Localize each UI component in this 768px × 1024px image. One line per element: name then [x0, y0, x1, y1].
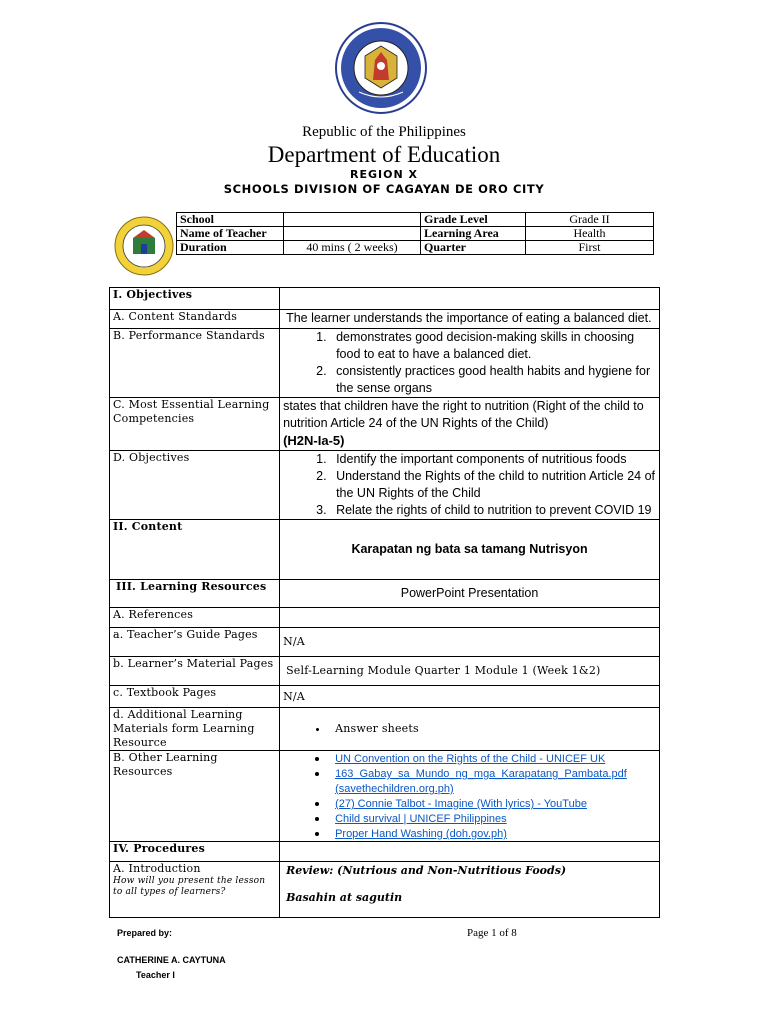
resource-link-doh[interactable]: Proper Hand Washing (doh.gov.ph) — [335, 828, 507, 840]
melc-code: (H2N-Ia-5) — [283, 433, 345, 448]
procedures-heading: IV. Procedures — [110, 842, 280, 862]
resource-link-unicef-ph[interactable]: Child survival | UNICEF Philippines — [335, 813, 507, 825]
republic-line: Republic of the Philippines — [302, 124, 466, 140]
preparer-name: CATHERINE A. CAYTUNA — [117, 955, 226, 965]
page-number: Page 1 of 8 — [467, 927, 517, 939]
department-title: Department of Education — [267, 142, 501, 167]
textbook-label: c. Textbook Pages — [110, 686, 280, 708]
learners-material-value: Self-Learning Module Quarter 1 Module 1 (Week 1&2) — [280, 657, 660, 686]
other-resources-list — [283, 751, 656, 841]
teachers-guide-value: N/A — [280, 628, 660, 657]
division-seal-logo — [114, 216, 174, 276]
school-info-table — [176, 212, 654, 255]
additional-item: • Answer sheets — [329, 722, 656, 736]
content-heading: II. Content — [110, 520, 280, 580]
teachers-guide-label: a. Teacher’s Guide Pages — [110, 628, 280, 657]
melc-label: C. Most Essential Learning Competencies — [110, 398, 280, 451]
resource-link-youtube[interactable]: (27) Connie Talbot - Imagine (With lyrics) - YouTube — [335, 798, 587, 810]
division-line: SCHOOLS DIVISION OF CAGAYAN DE ORO CITY — [223, 182, 545, 196]
objectives-list — [283, 451, 656, 519]
references-label: A. References — [110, 608, 280, 628]
objective-item: 3. Relate the rights of child to nutrition to prevent COVID 19 — [330, 502, 656, 519]
content-standards-text: The learner understands the importance of eating a balanced diet. — [280, 310, 660, 329]
objectives-heading: I. Objectives — [110, 288, 280, 310]
teacher-label: Name of Teacher — [177, 227, 284, 241]
duration-label: Duration — [177, 241, 284, 255]
school-value — [284, 213, 421, 227]
other-resources-label: B. Other Learning Resources — [110, 751, 280, 842]
melc-text: states that children have the right to nutrition (Right of the child to nutrition Article 24 of the UN Rights of the Child) — [283, 399, 644, 430]
region-line: REGION X — [350, 168, 418, 181]
additional-materials-label: d. Additional Learning Materials form Learning Resource — [110, 708, 280, 751]
learners-material-label: b. Learner’s Material Pages — [110, 657, 280, 686]
introduction-question: How will you present the lesson to all types of learners? — [113, 876, 266, 897]
d-objectives-label: D. Objectives — [110, 451, 280, 520]
textbook-value: N/A — [280, 686, 660, 708]
quarter-value: First — [526, 241, 654, 255]
performance-standards-label: B. Performance Standards — [110, 329, 280, 398]
content-title: Karapatan ng bata sa tamang Nutrisyon — [280, 520, 660, 580]
preparer-position: Teacher I — [136, 970, 175, 980]
content-standards-label: A. Content Standards — [110, 310, 280, 329]
performance-item: 2. consistently practices good health habits and hygiene for the sense organs — [330, 363, 656, 397]
introduction-label: A. Introduction — [113, 862, 201, 875]
duration-value: 40 mins ( 2 weeks) — [284, 241, 421, 255]
grade-value: Grade II — [526, 213, 654, 227]
resource-link-unicef-uk[interactable]: UN Convention on the Rights of the Child - UNICEF UK — [335, 753, 606, 765]
grade-label: Grade Level — [421, 213, 526, 227]
resources-value: PowerPoint Presentation — [280, 580, 660, 608]
prepared-by-label: Prepared by: — [117, 928, 173, 938]
school-label: School — [177, 213, 284, 227]
lesson-plan-table — [109, 287, 660, 918]
performance-standards-list — [283, 329, 656, 397]
resource-link-gabay-pdf[interactable]: 163_Gabay_sa_Mundo_ng_mga_Karapatang_Pambata.pdf (savethechildren.org.ph) — [335, 768, 627, 795]
additional-materials-list — [283, 722, 656, 736]
objective-item: 1. Identify the important components of nutritious foods — [330, 451, 656, 468]
objective-item: 2. Understand the Rights of the child to nutrition Article 24 of the UN Rights of the Child — [330, 468, 656, 502]
area-label: Learning Area — [421, 227, 526, 241]
resources-heading: III. Learning Resources — [110, 580, 280, 608]
deped-seal-logo — [335, 22, 427, 114]
quarter-label: Quarter — [421, 241, 526, 255]
performance-item: 1. demonstrates good decision-making skills in choosing food to eat to have a balanced diet. — [330, 329, 656, 363]
teacher-value — [284, 227, 421, 241]
area-value: Health — [526, 227, 654, 241]
introduction-task: Basahin at sagutin — [286, 891, 403, 904]
introduction-review: Review: (Nutrious and Non-Nutritious Foods) — [286, 864, 567, 877]
